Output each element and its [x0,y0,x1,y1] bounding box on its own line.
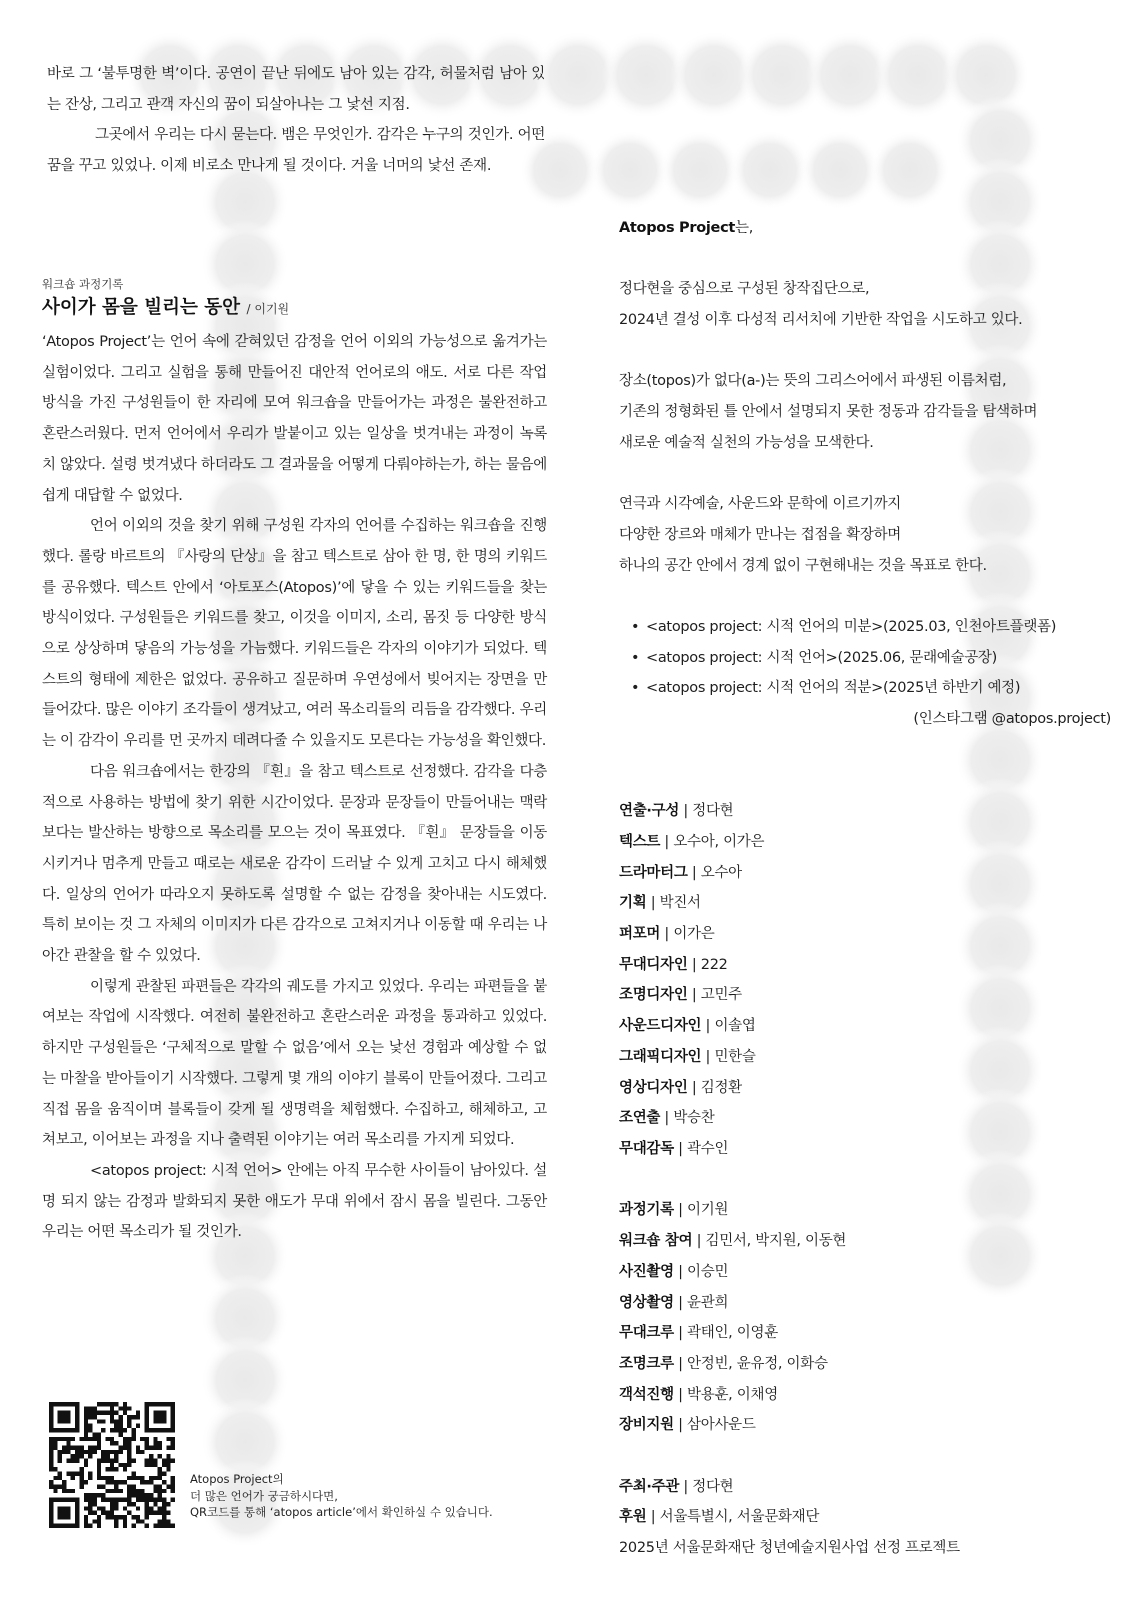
about-line: 기존의 정형화된 틀 안에서 설명되지 못한 정동과 감각들을 탐색하며 [619,404,1038,421]
credit-row: 후원 | 서울특별시, 서울문화재단 [619,1509,820,1526]
background-blob [590,130,670,210]
essay-title [42,293,289,319]
bullet-icon: • [631,649,640,666]
essay-title-text: 사이가 몸을 빌리는 동안 [42,297,241,318]
background-blob [660,130,740,210]
about-line: 2024년 결성 이후 다성적 리서치에 기반한 작업을 시도하고 있다. [619,312,1023,329]
right-column [619,213,1119,1564]
about-line: 다양한 장르와 매체가 만나는 접점을 확장하며 [619,526,901,543]
credit-row: 무대감독 | 곽수인 [619,1141,729,1157]
credit-row: 퍼포머 | 이가은 [619,926,715,943]
intro-text [47,59,545,182]
credit-row: 영상디자인 | 김정환 [619,1079,742,1096]
essay-paragraph-3: 다음 워크숍에서는 한강의 『흰』을 참고 텍스트로 선정했다. 감각을 다층적으로 사용하는 방법에 찾기 위한 시간이었다. 문장과 문장들이 만들어내는 맥락 보다는 발산하는 방향으로 목소리를 모으는 것이 목표였다. 『흰』 문장들을 이동시키거나 멈추게 만들고 때로는 새로운 감각이 드러날 수 있게 고치고 다시 해체했다. 일상의 언어가 따라오지 못하도록 설명할 수 없는 감정을 찾아내는 시도였다. 특히 보이는 것 그 자체의 이미지가 다른 감각으로 고쳐지거나 이동할 때 우리는 나아간 관찰을 할 수 있었다. [42,763,547,965]
credit-final-line: 2025년 서울문화재단 청년예술지원사업 선정 프로젝트 [619,1540,960,1557]
credit-row: 워크숍 참여 | 김민서, 박지원, 이동현 [619,1233,847,1250]
credit-row: 무대크루 | 곽태인, 이영훈 [619,1325,778,1342]
credit-row: 사운드디자인 | 이솔엽 [619,1018,756,1035]
bullet-icon: • [631,680,640,697]
qr-caption [190,1471,493,1521]
essay-tag: 워크숍 과정기록 [42,277,124,291]
about-line: 새로운 예술적 실천의 가능성을 모색한다. [619,434,874,451]
credits-group-3 [619,1472,1119,1564]
credit-row: 기획 | 박진서 [619,895,701,912]
instagram-handle: (인스타그램 @atopos.project) [913,711,1111,728]
credit-row: 조명디자인 | 고민주 [619,987,742,1004]
essay-paragraph-1: ‘Atopos Project’는 언어 속에 갇혀있던 감정을 언어 이외의 가능성으로 옮겨가는 실험이었다. 그리고 실험을 통해 만들어진 대안적 언어로의 애도. 서로 다른 작업 방식을 가진 구성원들이 한 자리에 모여 워크숍을 만들어가는 과정은 불완전하고 혼란스러웠다. 먼저 언어에서 우리가 발붙이고 있는 일상을 벗겨내는 과정이 녹록치 않았다. 설령 벗겨냈다 하더라도 그 결과물을 어떻게 다뤄야하는가, 하는 물음에 쉽게 대답할 수 없었다. [42,334,547,504]
background-blob [730,130,810,210]
credit-row: 연출·구성 | 정다현 [619,803,734,820]
credits-group-1 [619,796,1119,1164]
credit-row: 사진촬영 | 이승민 [619,1263,729,1280]
qr-caption-line: 더 많은 언어가 궁금하시다면, [190,1488,338,1503]
essay-byline: / 이기원 [246,302,290,316]
essay-paragraph-4: 이렇게 관찰된 파편들은 각각의 궤도를 가지고 있었다. 우리는 파편들을 붙여보는 작업에 시작했다. 여전히 불완전하고 혼란스러운 과정을 통과하고 있었다. 하지만 구성원들은 ‘구체적으로 말할 수 없음’에서 오는 낯선 경험과 예상할 수 없는 마찰을 받아들이기 시작했다. 그렇게 몇 개의 이야기 블록이 만들어졌다. 그리고 직접 몸을 움직이며 블록들이 갖게 될 생명력을 체험했다. 수집하고, 해체하고, 고쳐보고, 이어보는 과정을 지나 출력된 이야기는 여러 목소리를 가지게 되었다. [42,978,547,1149]
qr-caption-line: QR코드를 통해 ‘atopos article’에서 확인하실 수 있습니다. [190,1505,493,1519]
intro-paragraph-1: 바로 그 ‘불투명한 벽’이다. 공연이 끝난 뒤에도 남아 있는 감각, 허물처럼 남아 있는 잔상, 그리고 관객 자신의 꿈이 되살아나는 그 낯선 지점. [47,66,545,113]
works-list-item: • <atopos project: 시적 언어>(2025.06, 문래예술공장) [619,643,1119,674]
works-list-item: • <atopos project: 시적 언어의 미분>(2025.03, 인천아트플랫폼) [619,612,1119,643]
credit-row: 조연출 | 박승찬 [619,1110,715,1127]
about-line: 정다현을 중심으로 구성된 창작집단으로, [619,281,870,298]
about-line: 하나의 공간 안에서 경계 없이 구현해내는 것을 목표로 한다. [619,557,987,574]
credit-row: 주최·주관 | 정다현 [619,1478,734,1495]
essay-body [42,327,547,1248]
background-blob [870,130,950,210]
bullet-icon: • [631,619,640,636]
credit-row: 조명크루 | 안정빈, 윤유정, 이화승 [619,1355,828,1372]
about-heading: Atopos Project는, [619,220,754,236]
about-line: 연극과 시각예술, 사운드와 문학에 이르기까지 [619,496,901,513]
qr-code-icon[interactable] [49,1402,175,1528]
credit-row: 드라마터그 | 오수아 [619,864,742,881]
credit-row: 영상촬영 | 윤관희 [619,1294,729,1311]
credit-row: 그래픽디자인 | 민한슬 [619,1048,756,1065]
credit-row: 텍스트 | 오수아, 이가은 [619,833,765,850]
credit-row: 과정기록 | 이기원 [619,1202,729,1219]
essay-paragraph-2: 언어 이외의 것을 찾기 위해 구성원 각자의 언어를 수집하는 워크숍을 진행했다. 롤랑 바르트의 『사랑의 단상』을 참고 텍스트로 삼아 한 명, 한 명의 키워드를 공유했다. 텍스트 안에서 ‘아토포스(Atopos)’에 닿을 수 있는 키워드들을 찾는 방식이었다. 구성원들은 키워드를 찾고, 이것을 이미지, 소리, 몸짓 등 다양한 방식으로 상상하며 닿음의 가능성을 가늠했다. 키워드들은 각자의 이야기가 되었다. 텍스트의 형태에 제한은 없었다. 공유하고 질문하며 우연성에서 빚어지는 장면을 만들어갔다. 많은 이야기 조각들이 생겨났고, 여러 목소리들의 리듬을 감각했다. 우리는 이 감각이 우리를 먼 곳까지 데려다줄 수 있을지도 모른다는 가능성을 확인했다. [42,518,547,750]
background-blob [800,130,880,210]
intro-paragraph-2: 그곳에서 우리는 다시 묻는다. 뱀은 무엇인가. 감각은 누구의 것인가. 어떤 꿈을 꾸고 있었나. 이제 비로소 만나게 될 것이다. 거울 너머의 낯선 존재. [47,127,545,175]
credit-row: 장비지원 | 삼아사운드 [619,1417,756,1434]
essay-paragraph-5: <atopos project: 시적 언어> 안에는 아직 무수한 사이들이 남아있다. 설명 되지 않는 감정과 발화되지 못한 애도가 무대 위에서 잠시 몸을 빌린다. 그동안 우리는 어떤 목소리가 될 것인가. [42,1162,547,1241]
qr-caption-line: Atopos Project의 [190,1472,284,1486]
credit-row: 무대디자인 | 222 [619,956,728,973]
works-list-item: • <atopos project: 시적 언어의 적분>(2025년 하반기 예정) [619,673,1119,704]
credit-row: 객석진행 | 박용훈, 이채영 [619,1386,778,1403]
credits-group-2 [619,1195,1119,1441]
about-line: 장소(topos)가 없다(a-)는 뜻의 그리스어에서 파생된 이름처럼, [619,373,1007,390]
